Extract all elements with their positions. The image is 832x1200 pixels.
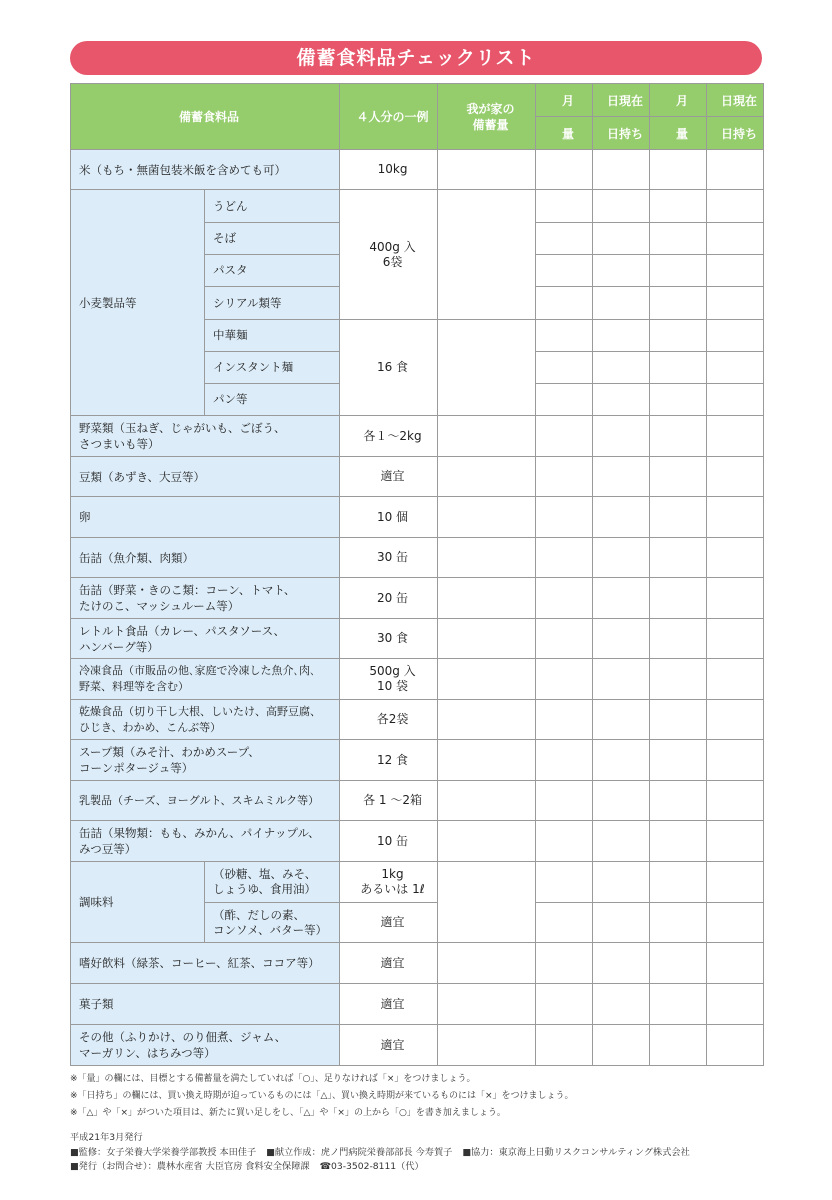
check-cell[interactable] xyxy=(593,700,650,740)
sub-item: （酢、だしの素、 コンソメ、バター等） xyxy=(205,903,340,943)
check-cell[interactable] xyxy=(650,903,707,943)
check-cell[interactable] xyxy=(536,1025,593,1066)
row-amount xyxy=(340,190,438,320)
check-cell[interactable] xyxy=(707,984,764,1025)
check-cell[interactable] xyxy=(707,457,764,497)
home-stock-cell[interactable] xyxy=(438,781,536,821)
issue-date: 平成21年3月発行 xyxy=(70,1132,143,1143)
check-cell[interactable] xyxy=(707,619,764,659)
check-cell[interactable] xyxy=(707,255,764,287)
check-cell[interactable] xyxy=(593,619,650,659)
publisher-line xyxy=(70,1160,700,1175)
check-cell[interactable] xyxy=(650,984,707,1025)
check-cell[interactable] xyxy=(593,287,650,320)
check-cell[interactable] xyxy=(536,984,593,1025)
table-row xyxy=(71,943,764,984)
check-cell[interactable] xyxy=(707,538,764,578)
check-cell[interactable] xyxy=(650,150,707,190)
table-row xyxy=(71,1025,764,1066)
header-qty-1: 量 xyxy=(536,117,593,150)
row-amount: 適宜 xyxy=(340,1025,438,1066)
row-amount: 各 1 ～2箱 xyxy=(340,781,438,821)
check-cell[interactable] xyxy=(593,150,650,190)
credit-menu: ■献立作成：虎ノ門病院栄養部部長 今寿賀子 xyxy=(266,1146,453,1158)
table-row xyxy=(71,497,764,538)
check-cell[interactable] xyxy=(536,538,593,578)
check-cell[interactable] xyxy=(707,740,764,781)
check-cell[interactable] xyxy=(593,984,650,1025)
check-cell[interactable] xyxy=(536,287,593,320)
check-cell[interactable] xyxy=(536,416,593,457)
check-cell[interactable] xyxy=(536,320,593,352)
row-amount: 適宜 xyxy=(340,903,438,943)
home-stock-cell[interactable] xyxy=(438,740,536,781)
row-amount: 10 個 xyxy=(340,497,438,538)
home-stock-cell[interactable] xyxy=(438,416,536,457)
check-cell[interactable] xyxy=(536,497,593,538)
row-label: 乾燥食品（切り干し大根、しいたけ、高野豆腐、 ひじき、わかめ、こんぶ等） xyxy=(71,700,340,740)
check-cell[interactable] xyxy=(536,223,593,255)
table-row xyxy=(71,821,764,862)
check-cell[interactable] xyxy=(536,943,593,984)
check-cell[interactable] xyxy=(593,384,650,416)
sub-item: そば xyxy=(205,223,340,255)
sub-item: パン等 xyxy=(205,384,340,416)
check-cell[interactable] xyxy=(593,320,650,352)
sub-item: うどん xyxy=(205,190,340,223)
check-cell[interactable] xyxy=(650,862,707,903)
header-as-of-1: 日現在 xyxy=(593,84,650,117)
check-cell[interactable] xyxy=(707,659,764,700)
table-row xyxy=(71,862,764,903)
table-row xyxy=(71,619,764,659)
row-label: 調味料 xyxy=(71,862,205,943)
check-cell[interactable] xyxy=(536,255,593,287)
credit-cooperation: ■協力：東京海上日動リスクコンサルティング株式会社 xyxy=(462,1146,690,1158)
row-amount: 30 缶 xyxy=(340,538,438,578)
row-label: 缶詰（魚介類、肉類） xyxy=(71,538,340,578)
check-cell[interactable] xyxy=(707,943,764,984)
check-cell[interactable] xyxy=(536,578,593,619)
header-shelf-1: 日持ち xyxy=(593,117,650,150)
row-label: 米（もち・無菌包装米飯を含めても可） xyxy=(71,150,340,190)
home-stock-cell[interactable] xyxy=(438,659,536,700)
check-cell[interactable] xyxy=(593,821,650,862)
row-amount: 10 缶 xyxy=(340,821,438,862)
check-cell[interactable] xyxy=(650,943,707,984)
sub-item: インスタント麺 xyxy=(205,352,340,384)
check-cell[interactable] xyxy=(650,700,707,740)
home-stock-cell[interactable] xyxy=(438,943,536,984)
check-cell[interactable] xyxy=(707,903,764,943)
sub-item: （砂糖、塩、みそ、 しょうゆ、食用油） xyxy=(205,862,340,903)
check-cell[interactable] xyxy=(593,497,650,538)
phone: ☎03-3502-8111（代） xyxy=(319,1161,424,1172)
check-cell[interactable] xyxy=(650,384,707,416)
header-item: 備蓄食料品 xyxy=(71,84,340,150)
header-month-2: 月 xyxy=(650,84,707,117)
row-label: 小麦製品等 xyxy=(71,190,205,416)
row-amount: 各2袋 xyxy=(340,700,438,740)
header-qty-2: 量 xyxy=(650,117,707,150)
home-stock-cell[interactable] xyxy=(438,150,536,190)
row-label: スープ類（みそ汁、わかめスープ、 コーンポタージュ等） xyxy=(71,740,340,781)
row-label: 缶詰（野菜・きのこ類：コーン、トマト、 たけのこ、マッシュルーム等） xyxy=(71,578,340,619)
check-cell[interactable] xyxy=(593,943,650,984)
check-cell[interactable] xyxy=(593,457,650,497)
row-label: 冷凍食品（市販品の他､家庭で冷凍した魚介､肉､ 野菜、料理等を含む） xyxy=(71,659,340,700)
check-cell[interactable] xyxy=(650,821,707,862)
check-cell[interactable] xyxy=(536,700,593,740)
credits-line xyxy=(70,1146,700,1161)
home-stock-cell[interactable] xyxy=(438,497,536,538)
check-cell[interactable] xyxy=(707,821,764,862)
check-cell[interactable] xyxy=(593,578,650,619)
row-amount: 12 食 xyxy=(340,740,438,781)
sub-item: パスタ xyxy=(205,255,340,287)
check-cell[interactable] xyxy=(650,1025,707,1066)
home-stock-cell[interactable] xyxy=(438,619,536,659)
check-cell[interactable] xyxy=(707,700,764,740)
header-example: ４人分の一例 xyxy=(340,84,438,150)
row-label: 卵 xyxy=(71,497,340,538)
note-line: ※「日持ち」の欄には、買い換え時期が迫っているものには「△」、買い換え時期が来ているものには「×」をつけましょう。 xyxy=(70,1091,574,1101)
check-cell[interactable] xyxy=(593,781,650,821)
table-row xyxy=(71,416,764,457)
table-row xyxy=(71,578,764,619)
check-cell[interactable] xyxy=(707,150,764,190)
row-label: その他（ふりかけ、のり佃煮、ジャム、 マーガリン、はちみつ等） xyxy=(71,1025,340,1066)
check-cell[interactable] xyxy=(707,287,764,320)
check-cell[interactable] xyxy=(707,1025,764,1066)
check-cell[interactable] xyxy=(707,223,764,255)
row-label: 野菜類（玉ねぎ、じゃがいも、ごぼう、 さつまいも等） xyxy=(71,416,340,457)
check-cell[interactable] xyxy=(707,781,764,821)
header-month-1: 月 xyxy=(536,84,593,117)
table-row xyxy=(71,700,764,740)
table-row xyxy=(71,984,764,1025)
home-stock-cell[interactable] xyxy=(438,578,536,619)
row-label: 乳製品（チーズ、ヨーグルト、スキムミルク等） xyxy=(71,781,340,821)
check-cell[interactable] xyxy=(536,619,593,659)
row-amount: 1kg あるいは 1ℓ xyxy=(340,862,438,903)
row-amount: 適宜 xyxy=(340,943,438,984)
checklist-table xyxy=(70,83,764,1066)
check-cell[interactable] xyxy=(593,255,650,287)
check-cell[interactable] xyxy=(650,659,707,700)
check-cell[interactable] xyxy=(593,538,650,578)
home-stock-cell[interactable] xyxy=(438,190,536,320)
table-row xyxy=(71,740,764,781)
amount-line: 6袋 xyxy=(382,254,403,269)
check-cell[interactable] xyxy=(707,190,764,223)
check-cell[interactable] xyxy=(536,352,593,384)
check-cell[interactable] xyxy=(650,223,707,255)
check-cell[interactable] xyxy=(536,190,593,223)
table-row xyxy=(71,190,764,223)
check-cell[interactable] xyxy=(536,384,593,416)
check-cell[interactable] xyxy=(707,384,764,416)
row-amount: 30 食 xyxy=(340,619,438,659)
row-label: レトルト食品（カレー、パスタソース、 ハンバーグ等） xyxy=(71,619,340,659)
check-cell[interactable] xyxy=(593,1025,650,1066)
check-cell[interactable] xyxy=(650,781,707,821)
header-home-line1: 我が家の xyxy=(466,101,515,116)
check-cell[interactable] xyxy=(593,352,650,384)
check-cell[interactable] xyxy=(536,150,593,190)
publisher: ■発行（お問合せ）：農林水産省 大臣官房 食料安全保障課 xyxy=(70,1161,310,1172)
check-cell[interactable] xyxy=(650,740,707,781)
check-cell[interactable] xyxy=(536,781,593,821)
check-cell[interactable] xyxy=(593,740,650,781)
home-stock-cell[interactable] xyxy=(438,1025,536,1066)
check-cell[interactable] xyxy=(707,497,764,538)
check-cell[interactable] xyxy=(707,320,764,352)
check-cell[interactable] xyxy=(536,862,593,903)
home-stock-cell[interactable] xyxy=(438,457,536,497)
row-amount: 適宜 xyxy=(340,457,438,497)
home-stock-cell[interactable] xyxy=(438,700,536,740)
check-cell[interactable] xyxy=(650,352,707,384)
home-stock-cell[interactable] xyxy=(438,984,536,1025)
header-shelf-2: 日持ち xyxy=(707,117,764,150)
row-amount: 20 缶 xyxy=(340,578,438,619)
table-row xyxy=(71,457,764,497)
header-home-stock xyxy=(438,84,536,150)
check-cell[interactable] xyxy=(650,497,707,538)
check-cell[interactable] xyxy=(650,320,707,352)
check-cell[interactable] xyxy=(536,457,593,497)
check-cell[interactable] xyxy=(593,903,650,943)
row-label: 嗜好飲料（緑茶、コーヒー、紅茶、ココア等） xyxy=(71,943,340,984)
check-cell[interactable] xyxy=(650,578,707,619)
check-cell[interactable] xyxy=(707,352,764,384)
check-cell[interactable] xyxy=(650,287,707,320)
check-cell[interactable] xyxy=(650,416,707,457)
check-cell[interactable] xyxy=(650,457,707,497)
page-title: 備蓄食料品チェックリスト xyxy=(70,41,762,75)
check-cell[interactable] xyxy=(593,862,650,903)
check-cell[interactable] xyxy=(593,223,650,255)
notes xyxy=(70,1071,574,1122)
check-cell[interactable] xyxy=(536,903,593,943)
row-amount: 適宜 xyxy=(340,984,438,1025)
row-label: 豆類（あずき、大豆等） xyxy=(71,457,340,497)
table-row xyxy=(71,150,764,190)
sub-item: シリアル類等 xyxy=(205,287,340,320)
table-row xyxy=(71,781,764,821)
note-line: ※「△」や「×」がついた項目は、新たに買い足しをし、「△」や「×」の上から「○」を書き加えましょう。 xyxy=(70,1108,506,1118)
check-cell[interactable] xyxy=(707,862,764,903)
home-stock-cell[interactable] xyxy=(438,320,536,416)
check-cell[interactable] xyxy=(593,190,650,223)
home-stock-cell[interactable] xyxy=(438,862,536,943)
row-amount: 各１～2kg xyxy=(340,416,438,457)
check-cell[interactable] xyxy=(650,190,707,223)
check-cell[interactable] xyxy=(650,619,707,659)
check-cell[interactable] xyxy=(707,416,764,457)
table-row xyxy=(71,538,764,578)
check-cell[interactable] xyxy=(536,821,593,862)
amount-line: 400g 入 xyxy=(369,239,416,254)
home-stock-cell[interactable] xyxy=(438,821,536,862)
check-cell[interactable] xyxy=(650,255,707,287)
row-amount: 16 食 xyxy=(340,320,438,416)
row-amount: 500g 入 10 袋 xyxy=(340,659,438,700)
sub-item: 中華麺 xyxy=(205,320,340,352)
note-line: ※「量」の欄には、目標とする備蓄量を満たしていれば「○」、足りなければ「×」をつけましょう。 xyxy=(70,1074,476,1084)
home-stock-cell[interactable] xyxy=(438,538,536,578)
credit-supervision: ■監修：女子栄養大学栄養学部教授 本田佳子 xyxy=(70,1146,257,1158)
header-home-line2: 備蓄量 xyxy=(472,117,509,132)
row-amount: 10kg xyxy=(340,150,438,190)
row-label: 缶詰（果物類：もも、みかん、パイナップル、 みつ豆等） xyxy=(71,821,340,862)
check-cell[interactable] xyxy=(593,416,650,457)
check-cell[interactable] xyxy=(593,659,650,700)
footer xyxy=(70,1131,700,1175)
header-as-of-2: 日現在 xyxy=(707,84,764,117)
check-cell[interactable] xyxy=(536,740,593,781)
check-cell[interactable] xyxy=(650,538,707,578)
check-cell[interactable] xyxy=(707,578,764,619)
check-cell[interactable] xyxy=(536,659,593,700)
table-row xyxy=(71,659,764,700)
row-label: 菓子類 xyxy=(71,984,340,1025)
